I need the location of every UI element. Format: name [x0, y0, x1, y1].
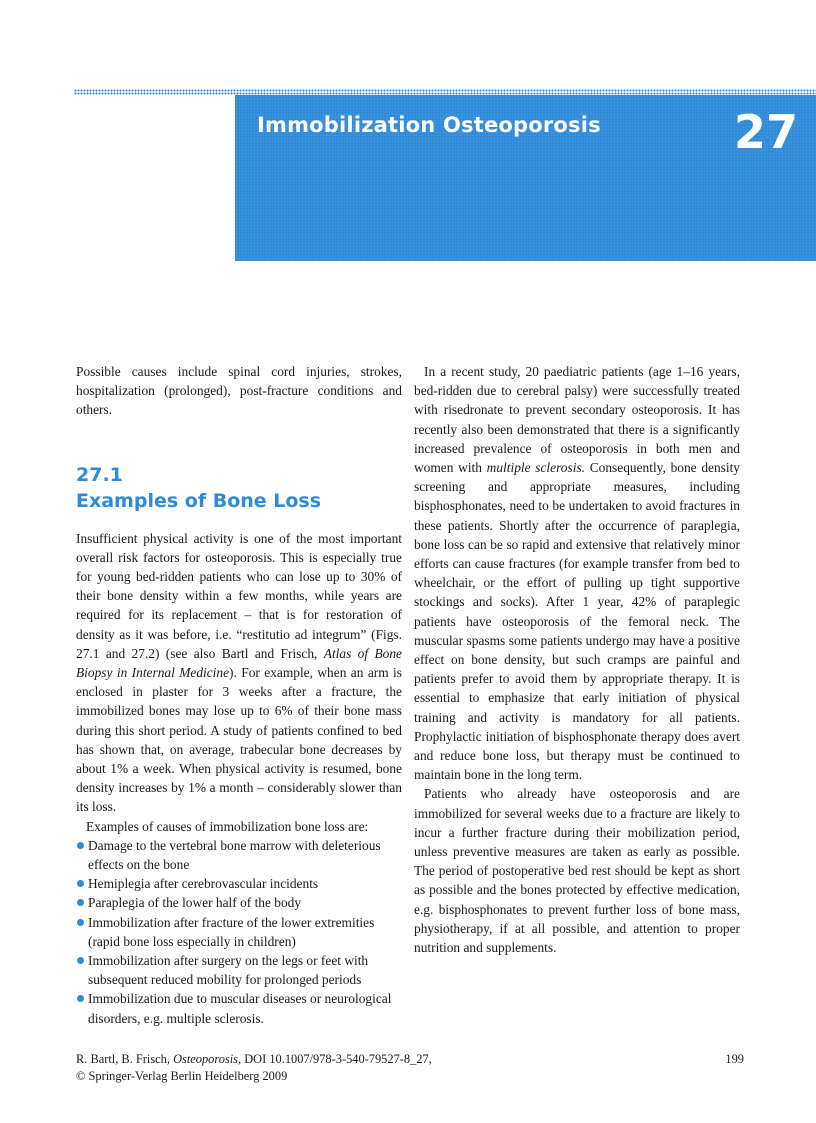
list-item: Damage to the vertebral bone marrow with deleterious effects on the bone	[76, 836, 402, 874]
copyright-line: © Springer-Verlag Berlin Heidelberg 2009	[76, 1069, 288, 1083]
list-item: Immobilization after surgery on the legs or feet with subsequent reduced mobility for prolonged periods	[76, 951, 402, 989]
intro-paragraph: Possible causes include spinal cord injuries, strokes, hospitalization (prolonged), post-fracture conditions and others.	[76, 364, 402, 418]
paragraph-text: In a recent study, 20 paediatric patients (age 1–16 years, bed-ridden due to cerebral palsy) were successfully treated with risedronate to prevent secondary osteoporosis. It has recently also been demonstrated that there is a significantly increased prevalence of osteoporosis in both men and women with	[414, 364, 740, 476]
page-footer	[76, 1051, 744, 1085]
bone-loss-paragraph	[76, 529, 402, 817]
section-number: 27.1	[76, 463, 123, 486]
prevention-paragraph: Patients who already have osteoporosis and are immobilized for several weeks due to a fracture are likely to incur a further fracture during their mobilization period, unless preventive measures are taken as early as possible. The period of postoperative bed rest should be kept as short as possible and the bones protected by effective medication, e.g. bisphosphonates to prevent further loss of bone mass, physiotherapy, if at all possible, and attention to proper nutrition and supplements.	[414, 786, 740, 956]
study-paragraph	[414, 362, 740, 784]
section-title: Examples of Bone Loss	[76, 489, 322, 512]
paragraph-text: Insufficient physical activity is one of the most important overall risk factors for osteoporosis. This is especially true for young bed-ridden patients who can lose up to 30% of their bone density within a few months, while years are required for its replacement – that is for restoration of density as it was before, i.e. “restitutio ad integrum” (Figs. 27.1 and 27.2) (see also Bartl and Frisch,	[76, 530, 402, 661]
list-item: Immobilization due to muscular diseases or neurological disorders, e.g. multiple sclerosis.	[76, 989, 402, 1027]
left-column	[76, 362, 402, 1028]
list-intro: Examples of causes of immobilization bone loss are:	[86, 818, 369, 834]
citation-authors: R. Bartl, B. Frisch,	[76, 1052, 174, 1066]
list-item: Paraplegia of the lower half of the body	[76, 893, 402, 912]
paragraph-text: Consequently, bone density screening and appropriate measures, including bisphosphonates, need to be undertaken to avoid fractures in these patients. Shortly after the occurrence of paraplegia, bone loss can be so rapid and extensive that relatively minor efforts can cause fractures (for example transfer from bed to wheelchair, or the effort of pulling up tight supportive stockings and socks). After 1 year, 42% of paraplegic patients have osteoporosis of the femoral neck. The muscular spasms some patients undergo may have a positive effect on bone density, but such cramps are painful and patients prefer to avoid them by appropriate therapy. It is essential to emphasize that early initiation of physical training and activity is mandatory for all patients. Prophylactic initiation of bisphosphonate therapy does avert and reduce bone loss, but therapy must be continued to maintain bone in the long term.	[414, 460, 740, 783]
page-number: 199	[725, 1052, 744, 1066]
causes-list	[76, 836, 402, 1028]
chapter-number: 27	[733, 105, 798, 159]
paragraph-text: ). For example, when an arm is enclosed in plaster for 3 weeks after a fracture, the immobilized bones may lose up to 6% of their bone mass during this short period. A study of patients confined to bed has shown that, on average, trabecular bone decreases by about 1% a week. When physical activity is resumed, bone density increases by 1% a month – considerably slower than its loss.	[76, 665, 402, 815]
list-item: Hemiplegia after cerebrovascular incidents	[76, 874, 402, 893]
chapter-title: Immobilization Osteoporosis	[257, 113, 601, 137]
list-item: Immobilization after fracture of the lower extremities (rapid bone loss especially in children)	[76, 913, 402, 951]
italic-term: multiple sclerosis.	[486, 460, 585, 476]
citation-doi: DOI 10.1007/978-3-540-79527-8_27,	[241, 1052, 432, 1066]
citation-line	[76, 1051, 744, 1068]
chapter-header-block	[235, 95, 816, 261]
citation-book-title: Osteoporosis,	[173, 1052, 242, 1066]
right-column	[414, 362, 740, 957]
book-title-reference: Atlas of Bone Biopsy in Internal Medicine	[76, 645, 402, 681]
